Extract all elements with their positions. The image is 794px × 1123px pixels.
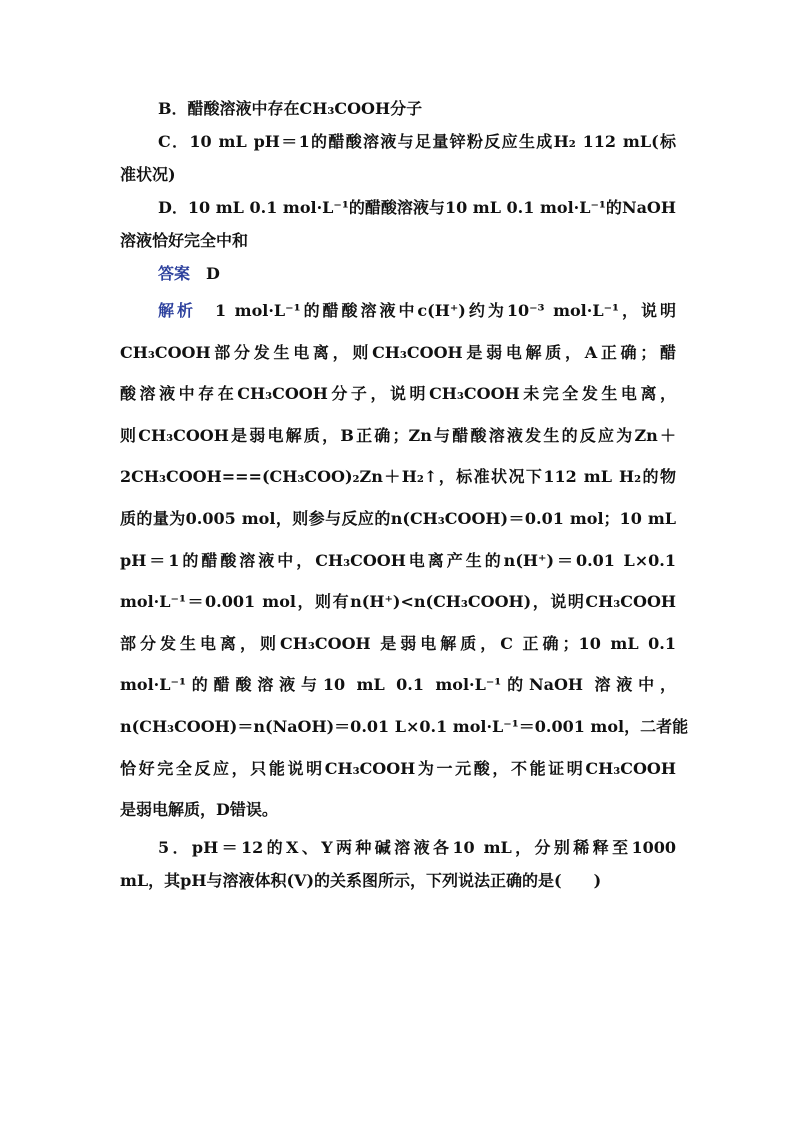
- analysis-line: mol·L⁻¹＝0.001 mol，则有n(H⁺)<n(CH₃COOH)，说明CH₃COOH: [120, 592, 676, 612]
- option-c-line-2: 准状况): [120, 165, 176, 184]
- question-5-line-2: mL，其pH与溶液体积(V)的关系图所示，下列说法正确的是( ): [120, 870, 602, 890]
- analysis-line: CH₃COOH部分发生电离，则CH₃COOH是弱电解质，A正确；醋: [120, 342, 676, 362]
- analysis-line: mol·L⁻¹的醋酸溶液与10 mL 0.1 mol·L⁻¹的NaOH 溶液中，: [120, 675, 676, 695]
- answer-line: [120, 257, 676, 290]
- answer-label: 答案: [158, 264, 191, 283]
- analysis-line-1: [120, 290, 676, 332]
- analysis-line: 2CH₃COOH===(CH₃COO)₂Zn＋H₂↑，标准状况下112 mL H₂的物: [120, 467, 676, 487]
- analysis-line: n(CH₃COOH)＝n(NaOH)＝0.01 L×0.1 mol·L⁻¹＝0.001 mol，二者能: [120, 716, 689, 736]
- analysis-line: 是弱电解质，D错误。: [120, 800, 278, 820]
- analysis-line: 质的量为0.005 mol，则参与反应的n(CH₃COOH)＝0.01 mol；10 mL: [120, 508, 676, 528]
- analysis-line: 部分发生电离，则CH₃COOH 是弱电解质，C 正确；10 mL 0.1: [120, 633, 676, 653]
- analysis-line: pH＝1的醋酸溶液中，CH₃COOH电离产生的n(H⁺)＝0.01 L×0.1: [120, 550, 676, 570]
- question-5-line-1: 5．pH＝12的X、Y两种碱溶液各10 mL，分别稀释至1000: [158, 837, 676, 857]
- option-c-line-1: C．10 mL pH＝1的醋酸溶液与足量锌粉反应生成H₂ 112 mL(标: [158, 132, 676, 151]
- analysis-label: 解析: [158, 301, 196, 320]
- analysis-line: 酸溶液中存在CH₃COOH分子，说明CH₃COOH未完全发生电离，: [120, 384, 676, 404]
- analysis-text: 1 mol·L⁻¹的醋酸溶液中c(H⁺)约为10⁻³ mol·L⁻¹，说明: [214, 301, 676, 320]
- option-d-line-2: 溶液恰好完全中和: [120, 231, 249, 250]
- analysis-line: 恰好完全反应，只能说明CH₃COOH为一元酸，不能证明CH₃COOH: [120, 758, 676, 778]
- answer-value: D: [206, 264, 220, 283]
- document-page: [120, 92, 689, 897]
- option-d-line-1: D．10 mL 0.1 mol·L⁻¹的醋酸溶液与10 mL 0.1 mol·L⁻¹的NaOH: [158, 198, 676, 217]
- analysis-line: 则CH₃COOH是弱电解质，B正确；Zn与醋酸溶液发生的反应为Zn＋: [120, 425, 676, 445]
- option-b: B．醋酸溶液中存在CH₃COOH分子: [158, 99, 423, 118]
